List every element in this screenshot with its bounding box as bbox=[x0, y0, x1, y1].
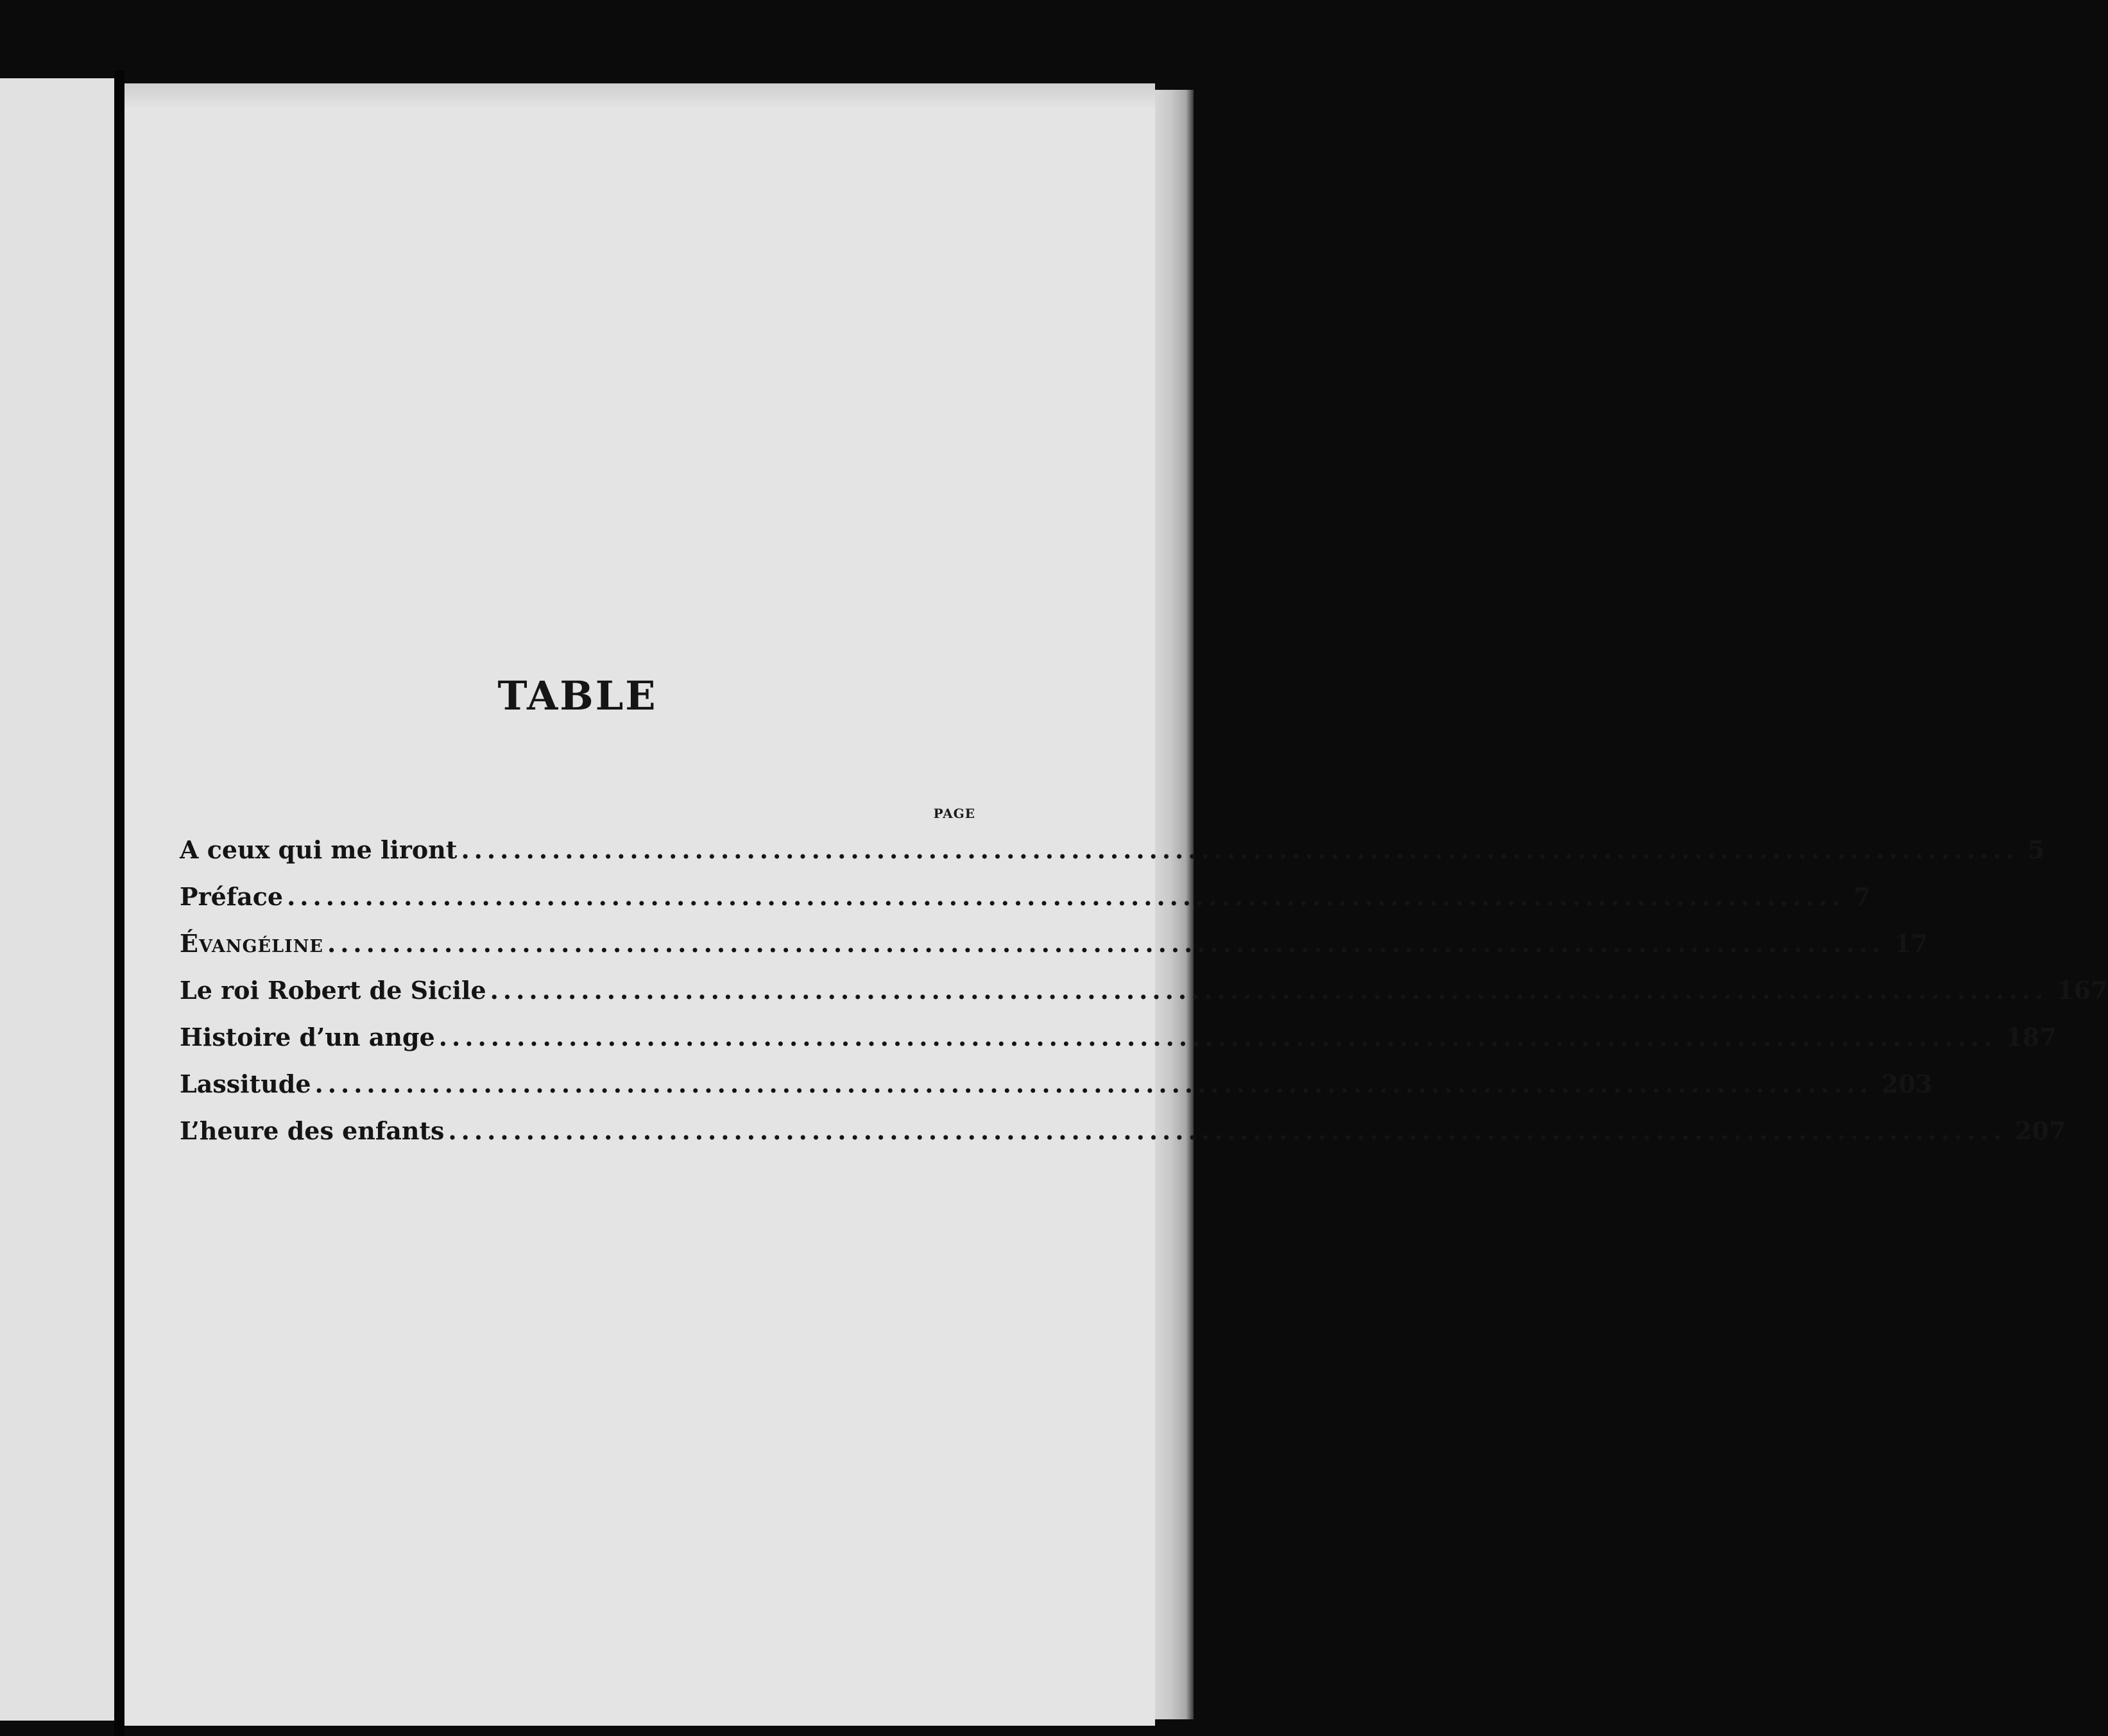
toc-entry-page: 187 bbox=[2005, 1023, 2057, 1051]
dot-leader: ........................................................................................................................ bbox=[327, 929, 1885, 958]
toc-entry-title: Le roi Robert de Sicile bbox=[180, 976, 486, 1005]
toc-entry bbox=[180, 976, 2108, 1023]
book-page bbox=[124, 83, 2108, 1726]
toc-entry-page: 5 bbox=[2027, 835, 2045, 864]
left-page-edge bbox=[0, 78, 114, 1721]
page-top-shadow bbox=[124, 83, 1155, 109]
toc-entry bbox=[180, 929, 1928, 976]
toc-entry bbox=[180, 882, 1871, 929]
dot-leader: ........................................................................................................................ bbox=[490, 976, 2048, 1005]
toc-entry-page: 207 bbox=[2014, 1116, 2066, 1145]
page-column-label: PAGE bbox=[933, 806, 975, 821]
table-of-contents bbox=[180, 835, 2108, 1163]
dot-leader: ........................................................................................................................ bbox=[287, 882, 1845, 911]
page-title: TABLE bbox=[497, 672, 658, 719]
toc-entry-title: A ceux qui me liront bbox=[180, 835, 458, 864]
dot-leader: ........................................................................................................................ bbox=[438, 1023, 1997, 1051]
toc-entry-page: 167 bbox=[2057, 976, 2108, 1005]
dot-leader: ........................................................................................................................ bbox=[314, 1069, 1873, 1098]
toc-entry-page: 7 bbox=[1853, 882, 1871, 911]
dot-leader: ........................................................................................................................ bbox=[461, 835, 2019, 864]
toc-entry-title: L’heure des enfants bbox=[180, 1116, 445, 1145]
book-binding bbox=[114, 71, 124, 1736]
toc-entry bbox=[180, 835, 2045, 882]
toc-entry-page: 17 bbox=[1894, 929, 1928, 958]
toc-entry-title: Lassitude bbox=[180, 1069, 311, 1098]
dot-leader: ........................................................................................................................ bbox=[448, 1116, 2006, 1145]
toc-entry-page: 203 bbox=[1881, 1069, 1933, 1098]
toc-entry-title: Évangéline bbox=[180, 929, 323, 958]
toc-entry-title: Histoire d’un ange bbox=[180, 1023, 435, 1051]
toc-entry bbox=[180, 1023, 2057, 1069]
toc-entry bbox=[180, 1116, 2066, 1163]
toc-entry bbox=[180, 1069, 1933, 1116]
toc-entry-title: Préface bbox=[180, 882, 284, 911]
